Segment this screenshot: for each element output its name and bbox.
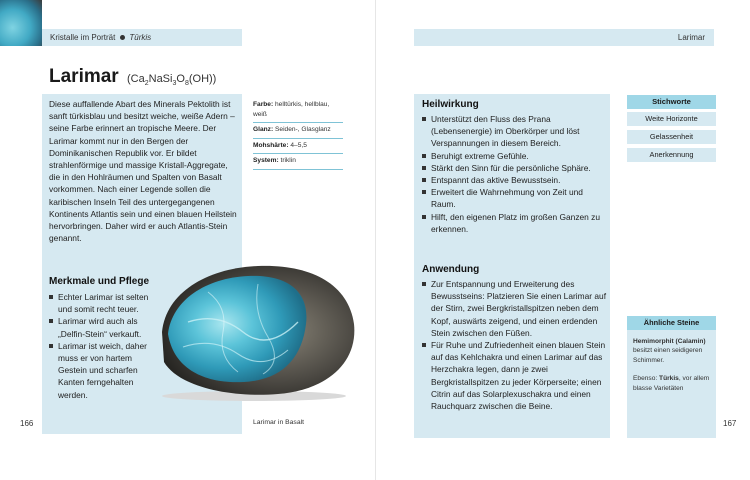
formula-part: NaSi bbox=[148, 73, 173, 85]
property-value: helltürkis, hellblau, weiß bbox=[253, 101, 330, 118]
formula-part: (OH)) bbox=[188, 73, 217, 85]
stone-name: Hemimorphit (Calamin) bbox=[633, 338, 706, 345]
property-row bbox=[253, 123, 343, 139]
list-item: Larimar ist weich, daher muss er von hartem Gestein und scharfen Kanten ferngehalten werden. bbox=[49, 340, 154, 401]
merkmale-heading: Merkmale und Pflege bbox=[49, 276, 150, 287]
stone-description: , vor allem blasse Varietäten bbox=[633, 375, 710, 392]
list-item: Larimar wird auch als „Delfin-Stein“ verkauft. bbox=[49, 315, 154, 339]
larimar-thumbnail bbox=[0, 0, 42, 46]
stone-prefix: Ebenso: bbox=[633, 375, 658, 383]
merkmale-list bbox=[49, 291, 154, 401]
list-item: Stärkt den Sinn für die persönliche Sphäre. bbox=[422, 162, 608, 174]
mineral-label: Türkis bbox=[129, 33, 152, 42]
anwendung-list bbox=[422, 278, 608, 412]
keyword-item: Gelassenheit bbox=[627, 130, 716, 144]
chemical-formula bbox=[126, 73, 217, 88]
stone-name: Türkis bbox=[659, 375, 679, 383]
formula-part: O bbox=[176, 73, 185, 85]
keyword-item: Weite Horizonte bbox=[627, 112, 716, 126]
heilwirkung-heading: Heilwirkung bbox=[422, 99, 479, 110]
property-row bbox=[253, 98, 343, 123]
bullet-dot-icon bbox=[120, 35, 125, 40]
list-item: Für Ruhe und Zufriedenheit einen blauen Stein auf das Kehlchakra und einen Larimar auf das Herzchakra legen, dann je zwei Bergkristallspitzen zu jeder Körperseite; einen Citrin auf das Solarplexuschakra und einen Rauchquarz zwischen die Beine. bbox=[422, 339, 608, 412]
running-header-right: Larimar bbox=[414, 29, 714, 46]
section-label: Kristalle im Porträt bbox=[50, 33, 116, 42]
property-row bbox=[253, 139, 343, 155]
stone-description: besitzt einen seidigeren Schimmer. bbox=[633, 347, 703, 364]
list-item: Hilft, den eigenen Platz im großen Ganzen zu erkennen. bbox=[422, 211, 608, 235]
property-label: System: bbox=[253, 157, 279, 164]
property-value: triklin bbox=[280, 157, 296, 164]
aehnliche-steine-heading: Ähnliche Steine bbox=[627, 316, 716, 330]
page-number-left: 166 bbox=[20, 419, 34, 428]
formula-sub: 2 bbox=[144, 80, 149, 88]
property-row bbox=[253, 154, 343, 170]
image-caption: Larimar in Basalt bbox=[253, 419, 304, 426]
property-label: Farbe: bbox=[253, 101, 274, 108]
property-value: Seiden-, Glasglanz bbox=[275, 126, 331, 133]
property-value: 4–5,5 bbox=[290, 141, 307, 149]
list-item: Beruhigt extreme Gefühle. bbox=[422, 150, 608, 162]
page-number-right: 167 bbox=[723, 419, 737, 428]
keyword-item: Anerkennung bbox=[627, 148, 716, 162]
formula-part: (Ca bbox=[126, 73, 145, 85]
running-header-left bbox=[42, 29, 242, 46]
property-label: Glanz: bbox=[253, 126, 274, 133]
list-item: Unterstützt den Fluss des Prana (Lebensenergie) im Oberkörper und löst Verspannungen in diesem Bereich. bbox=[422, 113, 608, 150]
formula-sub: 3 bbox=[172, 80, 177, 88]
intro-paragraph: Diese auffallende Abart des Minerals Pektolith ist sanft türkisblau und besitzt weiche, weiße Adern – seine Farbe erinnert an tropische Meere. Der Larimar kommt nur in den Bergen der Dominikanischen Republik vor. Er bildet strahlenförmige und massige Kristall-Aggregate, die in den Hohlräumen und Spalten von Basalt vorkommen. Nach einer Legende sollen die karibischen Inseln Teil des untergegangenen Kontinents Atlantis sein und einen blauen Heilstein hervorbringen. Daher wird er auch Atlantis-Stein genannt. bbox=[49, 99, 237, 244]
page-title bbox=[49, 66, 216, 88]
larimar-stone-image bbox=[148, 262, 360, 402]
properties-table bbox=[253, 98, 343, 170]
formula-sub: 8 bbox=[184, 80, 189, 88]
anwendung-heading: Anwendung bbox=[422, 264, 480, 275]
right-page bbox=[375, 0, 750, 480]
list-item: Zur Entspannung und Erweiterung des Bewusstseins: Platzieren Sie einen Larimar auf der Stirn, zwei Bergkristallspitzen neben dem Kopf, auswärts zeigend, und einen erdenden Stein zwischen den Füßen. bbox=[422, 278, 608, 339]
list-item: Erweitert die Wahrnehmung von Zeit und Raum. bbox=[422, 186, 608, 210]
title-text: Larimar bbox=[49, 66, 119, 87]
list-item: Entspannt das aktive Bewusstsein. bbox=[422, 174, 608, 186]
heilwirkung-list bbox=[422, 113, 608, 235]
similar-stones-text bbox=[633, 337, 715, 393]
stichworte-heading: Stichworte bbox=[627, 95, 716, 109]
property-label: Mohshärte: bbox=[253, 141, 289, 149]
list-item: Echter Larimar ist selten und somit recht teuer. bbox=[49, 291, 154, 315]
